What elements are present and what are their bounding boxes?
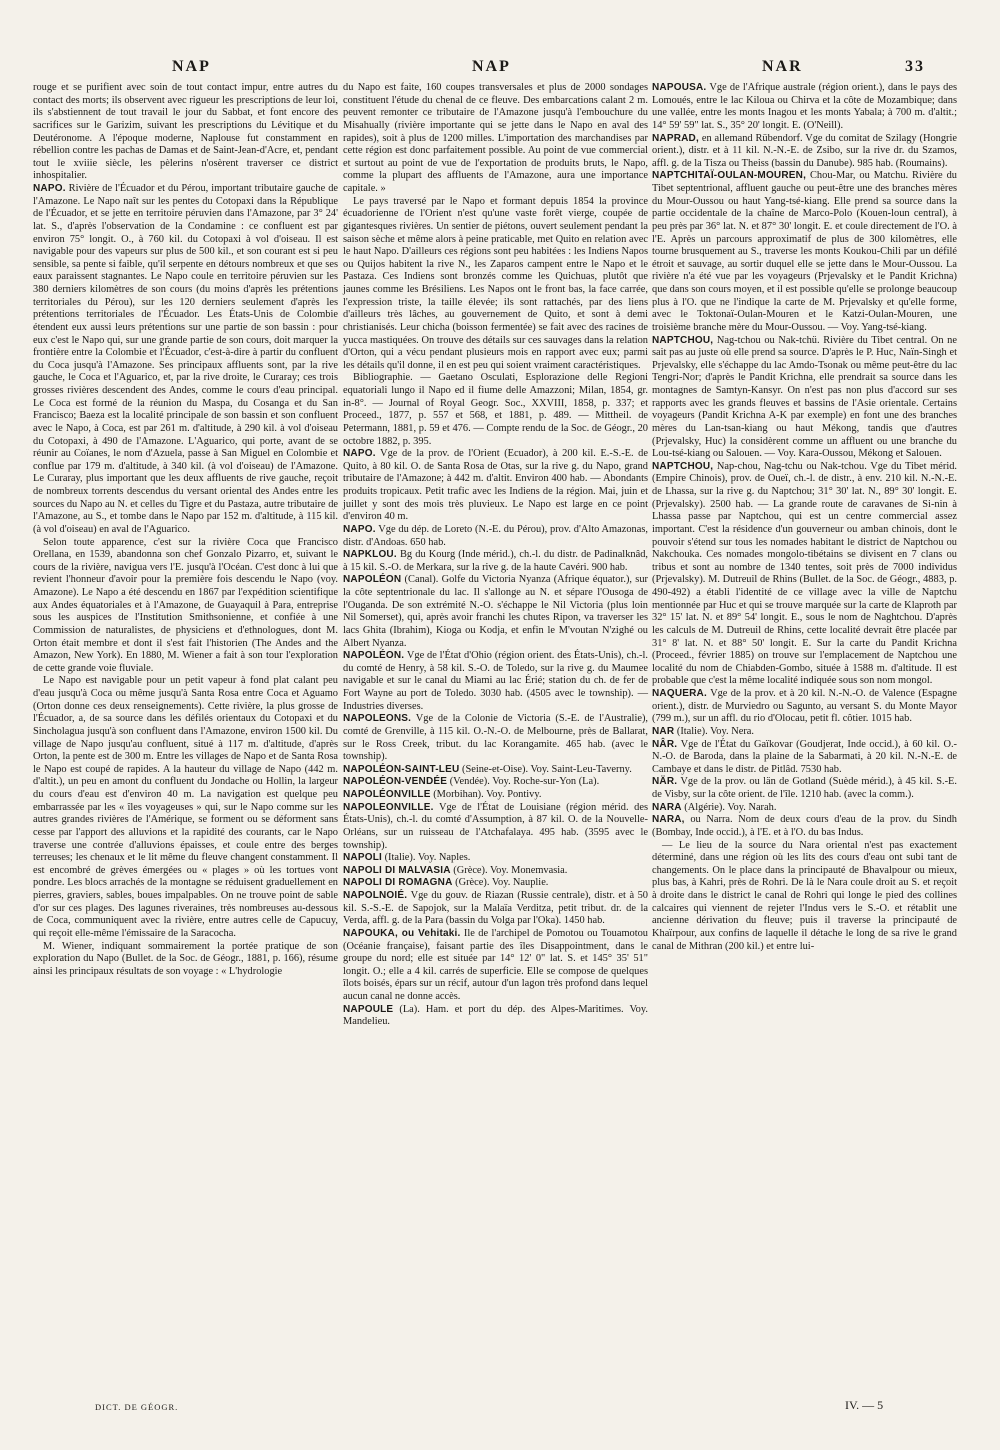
text-column-1 (33, 82, 338, 978)
dictionary-entry (343, 789, 648, 802)
entry-text: Vge de l'Afrique australe (région orient.), dans le pays des Lomoués, entre le lac Kiloua ou Chirva et la côte de Mozambique; dans une vallée, entre les monts Inagou et les monts Yabala; à 700 m. d'altit.; 14° 59' 59" lat. S., 35° 20' longit. E. (O'Neill). (652, 82, 957, 131)
entry-headword: NAPOLI (343, 852, 382, 864)
entry-text: Nag-tchou ou Nak-tchü. Rivière du Tibet central. On ne sait pas au juste où elle prend sa source. D'après le P. Huc, Naïn-Singh et Prjevalsky, elle s'échappe du lac Amdo-Tsonak ou même peut-être du lac Tengri-Nor; d'après le Pandit Krichna, elle prendrait sa source dans les montagnes de Samtyn-Kansyr. On n'est pas non plus d'accord sur ses rapports avec les grands fleuves et bassins de l'Asie orientale. Certains voyageurs (Pandit Krichna A-K par exemple) en font une des branches mères du Lan-tsan-kiang ou haut Mékong, tandis que d'autres (Prjevalsky, Huc) la considèrent comme un affluent ou une branche du Lou-tsé-kiang ou Salouen. — Voy. Kara-Oussou, Mékong et Salouen. (652, 334, 957, 460)
running-head-col2: NAP (472, 58, 511, 75)
dictionary-entry (652, 726, 957, 739)
dictionary-entry (343, 196, 648, 373)
dictionary-entry (343, 852, 648, 865)
dictionary-entry (652, 133, 957, 171)
entry-text: en allemand Rübendorf. Vge du comitat de Szilagy (Hongrie orient.), distr. et à 11 kil. N.-N.-E. de Zsibo, sur la rive dr. du Szamos, affl. g. de la Tisza ou Theiss (bassin du Danube). 985 hab. (Roumains). (652, 132, 957, 169)
entry-text: rouge et se purifient avec soin de tout contact impur, entre autres du contact des morts; ils observent avec rigueur les prescriptions de leur loi, ils s'abstiennent de tout travail le jour du Sabbat, et font encore des sacrifices sur le Garizim, suivant les prescriptions du Lévitique et du Deutéronome. A l'époque moderne, Naplouse fut constamment en rébellion contre les pachas de Damas et de Saint-Jean-d'Acre, et, pendant tout le xviiie siècle, les pèlerins n'osèrent traverser ce district inhospitalier. (33, 82, 338, 182)
dictionary-entry (343, 764, 648, 777)
dictionary-entry (652, 840, 957, 954)
running-head-col1: NAP (172, 58, 211, 75)
entry-text: (Seine-et-Oise). Voy. Saint-Leu-Taverny. (459, 763, 632, 775)
entry-text: Le pays traversé par le Napo et formant depuis 1854 la province écuadorienne de l'Orient n'est qu'une vaste forêt vierge, coupée de gigantesques rivières. Un sentier de piétons, ouvert seulement pendant la saison sèche et même alors à peine praticable, met Quito en relation avec le haut Napo. D'ailleurs ces régions sont peu habitées : les Indiens Napos ou Quijos habitent la rive N., les Zaparos campent entre le Napo et le Pastaza. Ces Indiens sont bronzés comme les Quichuas, plutôt que jaunes comme les Brésiliens. Les Napos ont le front bas, la face carrée, l'expression triste, la taille élevée; ils sont rattachés, par des liens d'ailleurs très lâches, au gouvernement de Quito, et sont à demi christianisés. Leur chicha (boisson fermentée) se fait avec des racines de yucca mastiquées. On trouve des détails sur ces sauvages dans la relation d'Orton, qui a vécu pendant plusieurs mois en rapport avec eux; parmi les détails qu'il donne, il en est peu qui soient vraiment caractéristiques. (343, 195, 648, 371)
entry-text: Le Napo est navigable pour un petit vapeur à fond plat calant peu d'eau jusqu'à Coca ou même jusqu'à Santa Rosa entre Coca et Aguamo (Orton donne ces deux renseignements). Cette rivière, la plus grosse de l'Écuador, a, de sa source dans les défilés orientaux du Cotopaxi et du Sincholagua jusqu'à son confluent dans l'Amazone, environ 1500 kil. Du village de Napo jusqu'au confluent, situé à 117 m. d'altitude, d'après Orton, la pente est de 300 m. Entre les villages de Napo et de Santa Rosa le Napo est coupé de rapides. A la hauteur du village de Napo (442 m. d'altit.), un peu en amont du confluent du Jondache ou Hollin, la largeur du cours d'eau est d'environ 40 m. La navigation est quelque peu embarrassée par les « îles voyageuses » qui, sur le Napo comme sur les autres grandes rivières de l'Amérique, se forment ou se déforment sans cesse par l'apport des alluvions et la rapidité des courants, car le Napo traverse une contrée d'alluvions épaisses, et coule entre des berges terreuses; les chenaux et le lit même du fleuve changent constamment. Il est encombré de grèves émergées ou « plages » où les tortues vont pondre. Les blocs arrachés de la montagne se réduisent graduellement en pierres, graviers, sables, boues impalpables. On ne trouve point de sable d'or sur ces plages. Des lagunes riveraines, très nombreuses au-dessous de Coca, communiquent avec la rivière, entre autres celle de Capucuy, qui reçoit elle-même l'émissaire de la Saracocha. (33, 675, 338, 939)
entry-text: Rivière de l'Écuador et du Pérou, important tributaire gauche de l'Amazone. Le Napo naît sur les pentes du Cotopaxi dans la République de l'Écuador, et se jette en territoire péruvien dans l'Amazone, par 3° 24' lat. S., d'après l'observation de la Condamine : ce confluent est par environ 75° longit. O., à 760 kil. du Cotopaxi à vol d'oiseau. Il est navigable pour des vapeurs sur plus de 500 kil., et son courant est si peu sensible, sa pente si faible, qu'il serpente en détours nombreux et que ses eaux paraissent stagnantes. Le Napo coule en territoire péruvien sur les 380 derniers kilomètres de son cours (du moins d'après les prétentions territoriales du Pérou), sur les 120 derniers seulement d'après les prétentions territoriales de l'Écuador. Les États-Unis de Colombie étendent eux aussi leurs prétentions sur une partie de son bassin : pour eux c'est le Napo qui, sur une grande partie de son cours, doit marquer la frontière entre la Colombie et l'Écuador, c'est-à-dire à partir du confluent du Coca jusqu'à l'Amazone. Ses principaux affluents sont, par la rive gauche, le Coca et l'Aguarico, et, par la rive droite, le Curaray; ces trois grosses rivières descendent des Andes, comme le cours d'eau principal. Le Coca est formé de la réunion du Maspa, du Cosanga et du San Francisco; Baeza est la localité principale de son bassin et son confluent avec le Napo, à Coca, est par 261 m. d'altitude, à 290 kil. à vol d'oiseau du Cotopaxi, à 490 de l'Amazone. L'Aguarico, qui porte, avant de se réunir au Coïanes, le nom d'Azuela, passe à San Miguel en Colombie et conflue par 179 m. d'altitude, à 340 kil. (à vol d'oiseau) de l'Amazone. Le Curaray, plus important que les deux affluents de rive gauche, reçoit de nombreux torrents descendus du versant oriental des Andes entre les sources du Napo au N. et celles du Tigre et du Pastaza, autre tributaire de l'Amazone, au S., et tombe dans le Napo par 152 m. d'altitude, à 115 kil. (à vol d'oiseau) en aval de l'Aguarico. (33, 183, 338, 535)
page-number: 33 (905, 58, 925, 75)
dictionary-entry (343, 524, 648, 549)
entry-headword: NAPO. (343, 448, 376, 460)
dictionary-entry (33, 941, 338, 979)
dictionary-entry (343, 549, 648, 574)
dictionary-entry (343, 877, 648, 890)
entry-headword: NARA, (652, 814, 685, 826)
dictionary-entry (652, 170, 957, 334)
entry-text: ou Narra. Nom de deux cours d'eau de la prov. du Sindh (Bombay, Inde occid.), à l'E. et à l'O. du bas Indus. (652, 814, 957, 838)
entry-text: Vge de la Colonie de Victoria (S.-E. de l'Australie), comté de Grenville, à 115 kil. O.-N.-O. de Melbourne, près de Ballarat, sur le Ross Creek, tribut. du lac Korangamite. 465 hab. (avec le township). (343, 713, 648, 763)
entry-text: M. Wiener, indiquant sommairement la portée pratique de son exploration du Napo (Bullet. de la Soc. de Géogr., 1881, p. 166), résume ainsi les principaux résultats de son voyage : « L'hydrologie (33, 940, 338, 977)
entry-headword: NAPKLOU. (343, 549, 397, 561)
entry-headword: NAPOLÉON-SAINT-LEU (343, 763, 460, 775)
dictionary-entry (652, 688, 957, 726)
entry-headword: NAPOLEONS. (343, 713, 412, 725)
entry-headword: NAPOLÉON-VENDÉE (343, 776, 448, 788)
entry-headword: NAPOLÉON (343, 574, 402, 586)
entry-headword: NÂR. (652, 738, 678, 750)
text-column-3 (652, 82, 957, 953)
entry-text: Vge de la prov. et à 20 kil. N.-N.-O. de Valence (Espagne orient.), distr. de Murviedro ou Sagunto, au versant S. du Monte Mayor (799 m.), sur un affl. du rio d'Olocau, petit fl. côtier. 1015 hab. (652, 688, 957, 725)
dictionary-entry (343, 865, 648, 878)
entry-text: (La). Ham. et port du dép. des Alpes-Maritimes. Voy. Mandelieu. (343, 1003, 648, 1028)
running-head (0, 58, 1000, 82)
entry-text: (Italie). Voy. Nera. (674, 725, 754, 737)
dictionary-entry (343, 713, 648, 764)
entry-text: (Italie). Voy. Naples. (381, 852, 471, 864)
entry-text: Vge de l'État du Gaïkovar (Goudjerat, Inde occid.), à 60 kil. O.-N.-O. de Baroda, dans la plaine de la Sabarmati, à 20 kil. N.-N.-E. de Cambaye et dans le distr. de Pitlâd. 7530 hab. (652, 738, 957, 775)
entry-headword: NAPOULE (343, 1003, 394, 1015)
dictionary-entry (343, 928, 648, 1004)
entry-text: du Napo est faite, 160 coupes transversales et plus de 2000 sondages constituent l'étude du chenal de ce fleuve. Des embarcations calant 2 m. peuvent remonter ce tributaire de l'Amazone jusqu'à l'embouchure du Misahually (rivière importante qui se jette dans le Napo en aval des rapides), soit à plus de 1200 milles. L'importation des marchandises par cette région est donc parfaitement possible. Au point de vue commercial et surtout au point de vue de l'exportation de produits bruts, le Napo, comme la plupart des affluents de l'Amazone, aura une importance capitale. » (343, 82, 648, 194)
entry-headword: NAPO. (33, 183, 66, 194)
running-head-col3: NAR (762, 58, 803, 75)
entry-text: (Vendée). Voy. Roche-sur-Yon (La). (447, 776, 600, 788)
entry-headword: NAR (652, 725, 675, 737)
entry-text: Vge de l'État d'Ohio (région orient. des États-Unis), ch.-l. du comté de Henry, à 58 kil. S.-O. de Toledo, sur la rive g. du Maumee navigable et sur le canal du Miami au lac Érié; station du ch. de fer de Fort Wayne au port de Toledo. 3030 hab. (4505 avec le township). — Industries diverses. (343, 650, 648, 712)
volume-mark: IV. — 5 (845, 1398, 884, 1412)
text-column-2 (343, 82, 648, 1029)
signature-mark: DICT. DE GÉOGR. (95, 1402, 179, 1412)
dictionary-entry (33, 537, 338, 676)
entry-headword: NAPOUSA. (652, 82, 707, 93)
entry-headword: NAPTCHOU, (652, 460, 714, 472)
entry-text: Ile de l'archipel de Pomotou ou Touamotou (Océanie française), faisant partie des îles Disappointment, dans le groupe du nord; elle est située par 14° 12' 0" lat. S. et 145° 35' 51" longit. O.; elle a 4 kil. carrés de superficie. Elle se compose de quelques îlots boisés, épars sur un récif, autour d'un lagon très profond dans lequel aucun canal ne donne accès. (343, 927, 649, 1002)
entry-headword: NAPOLEONVILLE. (343, 801, 434, 813)
entry-headword: NAPOLNOIÉ. (343, 890, 408, 901)
dictionary-entry (343, 890, 648, 928)
entry-text: Bibliographie. — Gaetano Osculati, Esplorazione delle Regioni equatoriali lungo il Napo ed il fiume delle Amazzoni; Milan, 1854, gr. in-8°. — Journal of Royal Geogr. Soc., XXVIII, 1858, p. 337; et Proceed., 1877, p. 557 et 568, et 1881, p. 489. — Mittheil. de Petermann, 1881, p. 59 et 476. — Compte rendu de la Soc. de Géogr., 20 octobre 1882, p. 395. (343, 372, 648, 447)
dictionary-entry (343, 802, 648, 853)
entry-text: Vge de la prov. ou län de Gotland (Suède mérid.), à 45 kil. S.-E. de Visby, sur la côte orient. de l'île. 1210 hab. (avec la comm.). (652, 776, 957, 800)
entry-headword: NAQUERA. (652, 688, 707, 699)
entry-text: Vge de la prov. de l'Orient (Ecuador), à 200 kil. E.-S.-E. de Quito, à 80 kil. O. de Santa Rosa de Otas, sur la rive g. du Napo, grand tributaire de l'Amazone; à 442 m. d'altit. Environ 400 hab. — Abondants produits tropicaux. Petit trafic avec les Indiens de la région. Mai, juin et juillet y sont des mois très pluvieux. Le Napo est large en ce point d'environ 40 m. (343, 448, 648, 523)
dictionary-entry (652, 814, 957, 839)
entry-headword: NÄR. (652, 776, 678, 788)
dictionary-entry (33, 183, 338, 537)
entry-text: (Grèce). Voy. Nauplie. (452, 877, 549, 889)
entry-headword: NAPO. (343, 523, 376, 535)
dictionary-entry (343, 82, 648, 196)
dictionary-entry (652, 335, 957, 461)
entry-text: Vge de l'État de Louisiane (région mérid. des États-Unis), ch.-l. du comté d'Assumption, à 87 kil. O. de la Nouvelle-Orléans, sur un ruisseau de l'Atchafalaya. 495 hab. (3595 avec le township). (343, 801, 648, 851)
entry-headword: NAPOLÉONVILLE (343, 789, 431, 800)
entry-text: Nap-chou, Nag-tchu ou Nak-tchou. Vge du Tibet mérid. (Empire Chinois), prov. de Oueï, ch.-l. de distr., à env. 210 kil. N.-N.-E. de Lhassa, sur la rive g. du Naptchou; 31° 30' lat. N., 89° 30' longit. E. (Prjevalsky). 2500 hab. — La grande route de caravanes de Si-nin à Lhassa passe par Naptchou, qui est un centre commercial assez important. C'est la résidence d'un gouverneur ou amban chinois, dont le pouvoir s'étend sur tous les nomades habitant le district de Naptchou ou Nakchouka. Ces nomades mongolo-tibétains se divisent en 7 clans ou tribus et sont au nombre de 1340 tentes, soit près de 7000 individus (Prjevalsky). M. Dutreuil de Rhins (Bullet. de la Soc. de Géogr., 4883, p. 490-492) a établi l'identité de ce village avec la ville de Naptchu mentionnée par Huc et qui se trouve marquée sur la carte de Klaproth par 32° 15' lat. N. et 89° 54' longit. E., sous le nom de Naghtchou. D'après les calculs de M. Dutreuil de Rhins, cette localité devrait être placée par 31° 8' lat. N. et 88° 50' longit. E. Sur la carte du Pandit Krichna (Proceed., février 1885) on trouve sur l'emplacement de Naptchou une localité du nom de Chiabden-Gombo, située à 1588 m. d'altitude. Il est probable que c'est la même localité indiquée sous son nom mongol. (652, 460, 957, 687)
dictionary-entry (652, 802, 957, 815)
dictionary-entry (343, 574, 648, 650)
dictionary-entry (343, 448, 648, 524)
entry-text: Vge du dép. de Loreto (N.-E. du Pérou), prov. d'Alto Amazonas, distr. d'Andoas. 650 hab. (343, 523, 648, 548)
entry-text: — Le lieu de la source du Nara oriental n'est pas exactement déterminé, dans une région où les lits des cours d'eau ont subi tant de changements. On le place dans la principauté de Bhavalpour ou mieux, plus bas, à Kahri, près de Rohri. De là le Nara coule droit au S. et reçoit à droite dans le district le canal de Rohri qui longe le pied des collines calcaires qui viennent de rejeter l'Indus vers le S.-O. et rétablit une ancienne dérivation du fleuve; puis il traverse la principauté de Khaïrpour, aux confins de laquelle il détache le long de sa rive le grand canal de Mithran (200 kil.) et entre lui- (652, 839, 957, 952)
entry-headword: NARA (652, 801, 682, 813)
entry-text: Selon toute apparence, c'est sur la rivière Coca que Francisco Orellana, en 1539, abandonna son chef Gonzalo Pizarro, et, suivant le cours de la rivière, navigua vers l'E. jusqu'à l'Océan. C'est donc à lui que revient l'honneur d'avoir pour la première fois descendu le Napo (voy. Amazone). Le Napo a été descendu en 1867 par l'expédition scientifique aux Andes équatoriales et à l'Amazone, de Guayaquil à Para, entreprise sous les auspices de l'Institution Smithsonienne, et confiée à une Commission de naturalistes, de physiciens et d'ethnologues, dont M. Orton était membre et dont il s'est fait l'historien (The Andes and the Amazon, New York). En 1880, M. Wiener a fait à son tour l'exploration de cette grande voie fluviale. (33, 536, 338, 674)
entry-text: (Canal). Golfe du Victoria Nyanza (Afrique équator.), sur la côte septentrionale du lac. Il s'allonge au N. et sépare l'Ousoga de l'Ouganda. De son extrémité N.-O. s'échappe le Nil Victoria (plus loin Nil Somerset), qui, après avoir franchi les chutes Ripon, va traverser les lacs Ghita (Ibrahim), Kioga ou Kodja, et enfin le M'voutan N'zighé ou Albert Nyanza. (343, 574, 648, 649)
dictionary-entry (33, 82, 338, 183)
entry-text: (Algérie). Voy. Narah. (681, 801, 777, 813)
entry-text: (Grèce). Voy. Monemvasia. (450, 864, 568, 876)
entry-headword: NAPTCHOU, (652, 334, 714, 346)
dictionary-entry (343, 776, 648, 789)
dictionary-entry (343, 650, 648, 713)
dictionary-entry (652, 82, 957, 133)
dictionary-entry (652, 461, 957, 688)
dictionary-entry (343, 372, 648, 448)
entry-headword: NAPOLI DI MALVASIA (343, 864, 451, 876)
dictionary-entry (343, 1004, 648, 1029)
entry-text: Bg du Kourg (Inde mérid.), ch.-l. du distr. de Padinalknâd, à 15 kil. S.-O. de Merkara, sur la rive g. de la haute Cavéri. 900 hab. (343, 549, 648, 573)
dictionary-entry (652, 739, 957, 777)
entry-text: (Morbihan). Voy. Pontivy. (430, 789, 542, 800)
entry-headword: NAPTCHITAÏ-OULAN-MOUREN, (652, 170, 807, 182)
entry-headword: NAPOUKA, ou Vehitaki. (343, 927, 461, 939)
dictionary-entry (652, 776, 957, 801)
entry-text: Chou-Mar, ou Matchu. Rivière du Tibet septentrional, affluent gauche ou peut-être une des branches mères du Mour-Oussou ou haut Yang-tsé-kiang. Elle prend sa source dans la partie occidentale de la chaîne de Marco-Polo (Kouen-loun central), à peu près par 36° lat. N. et 87° 30' longit. E. et coule directement de l'O. à l'E. Après un parcours approximatif de plus de 300 kilomètres, elle tourne brusquement au S., traverse les monts Koukou-Chili par un défilé étroit et sauvage, au sortir duquel elle se jette dans le Mour-Oussou. La rivière n'a été vue par les voyageurs (Prjevalsky et le Pandit Krichna) que dans son cours moyen, et il est possible qu'elle se prolonge beaucoup plus à l'O. que ne l'indique la carte de M. Prjevalsky et qu'elle forme, avec le Toktonaï-Oulan-Mouren et le Katzi-Oulan-Mouren, une troisième branche mère du Mour-Oussou. — Voy. Yang-tsé-kiang. (652, 170, 957, 333)
dictionary-entry (33, 675, 338, 940)
entry-text: Vge du gouv. de Riazan (Russie centrale), distr. et à 50 kil. S.-S.-E. de Sapojok, sur la Malaïa Verditza, petit tribut. dr. de la Verda, affl. g. de la Para (bassin du Volga par l'Oka). 1450 hab. (343, 890, 648, 927)
entry-headword: NAPOLÉON. (343, 650, 405, 662)
entry-headword: NAPRAD, (652, 132, 699, 144)
entry-headword: NAPOLI DI ROMAGNA (343, 877, 453, 889)
